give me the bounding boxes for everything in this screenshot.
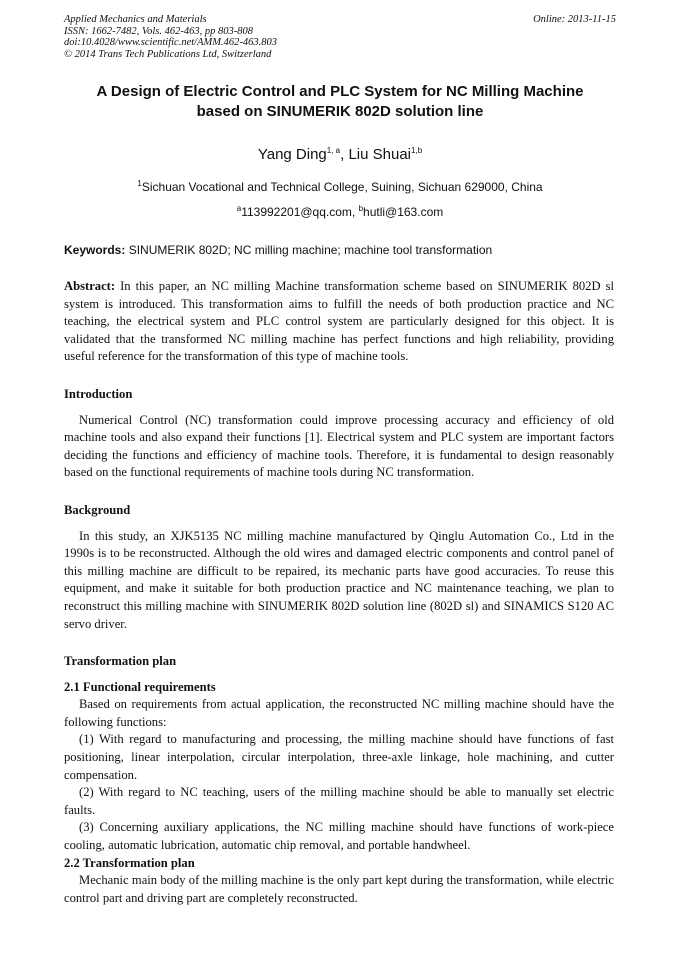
subsection-heading-functional-requirements: 2.1 Functional requirements [64,679,216,694]
section-heading-transformation-plan: Transformation plan [64,654,177,669]
affiliation [64,180,616,194]
author-affiliation-marker: 1,b [411,146,423,155]
doi-line: doi:10.4028/www.scientific.net/AMM.462-463.803 [64,37,277,48]
issn-line: ISSN: 1662-7482, Vols. 462-463, pp 803-808 [64,25,253,37]
email-marker: b [358,204,364,213]
author-name: Yang Ding [257,146,327,163]
journal-header [64,14,616,60]
abstract [64,278,614,366]
keywords-label: Keywords: [64,243,126,257]
email-link[interactable]: hutli@163.com [363,205,444,219]
paper-title [64,82,616,122]
transformation-plan-paragraph: Mechanic main body of the milling machine is the only part kept during the transformation, while electric control part and driving part are completely reconstructed. [64,873,614,905]
requirement-item: (3) Concerning auxiliary applications, the NC milling machine should have functions of work-piece cooling, automatic lubrication, automatic chip removal, and portable handwheel. [64,820,614,853]
section-heading-introduction: Introduction [64,386,133,401]
abstract-text: In this paper, an NC milling Machine transformation scheme based on SINUMERIK 802D sl system is introduced. This transformation aims to fulfill the needs of both production practice and NC teaching, the electrical system and PLC control system are particularly designed for this object. It is validated that the transformed NC milling machine has perfect functions and high reliability, providing useful reference for the transformation of this type of machine tools. [64,279,614,364]
requirement-item: (2) With regard to NC teaching, users of the milling machine should be able to manually set electric faults. [64,785,614,817]
title-line-1: A Design of Electric Control and PLC System for NC Milling Machine [96,83,584,100]
abstract-label: Abstract: [64,279,116,293]
background-paragraph: In this study, an XJK5135 NC milling machine manufactured by Qinglu Automation Co., Ltd in the 1990s is to be reconstructed. Although the old wires and damaged electric components and control panel of this milling machine are difficult to be repaired, its mechanic parts have good accuracies. To reuse this equipment, and make it suitable for both production practice and NC maintenance teaching, we plan to reconstruct this milling machine with SINUMERIK 802D solution line (802D sl) and SINAMICS S120 AC servo driver. [64,528,614,631]
subsection-heading-transformation-plan: 2.2 Transformation plan [64,855,195,870]
author-name: Liu Shuai [348,146,412,163]
paper-body [64,278,614,907]
title-line-2: based on SINUMERIK 802D solution line [196,103,484,120]
author-list [64,146,616,163]
copyright-line: © 2014 Trans Tech Publications Ltd, Switzerland [64,48,272,60]
affiliation-text: Sichuan Vocational and Technical College, Suining, Sichuan 629000, China [141,180,543,194]
online-date: Online: 2013-11-15 [533,14,616,25]
author-emails [64,205,616,219]
email-marker: a [236,204,242,213]
author-affiliation-marker: 1, a [326,146,341,155]
affiliation-marker: 1 [137,179,142,188]
section-heading-background: Background [64,502,131,517]
keywords [64,243,616,257]
introduction-paragraph: Numerical Control (NC) transformation could improve processing accuracy and efficiency of old machine tools and also expand their functions [1]. Electrical system and PLC system are important factors deciding the functions and efficiency of machine tools. Therefore, it is fundamental to design reasonably based on the functional requirements of machine tools during NC transformation. [64,412,614,480]
functional-requirements-intro: Based on requirements from actual application, the reconstructed NC milling machine should have the following functions: [64,697,614,729]
requirement-item: (1) With regard to manufacturing and processing, the milling machine should have functions of fast positioning, linear interpolation, circular interpolation, three-axle linkage, hole machining, and cutter compensation. [64,732,614,782]
keywords-text: SINUMERIK 802D; NC milling machine; machine tool transformation [125,243,493,257]
author-separator: , [340,146,349,163]
email-link[interactable]: 113992201@qq.com, [241,205,359,219]
journal-name: Applied Mechanics and Materials [64,14,207,25]
